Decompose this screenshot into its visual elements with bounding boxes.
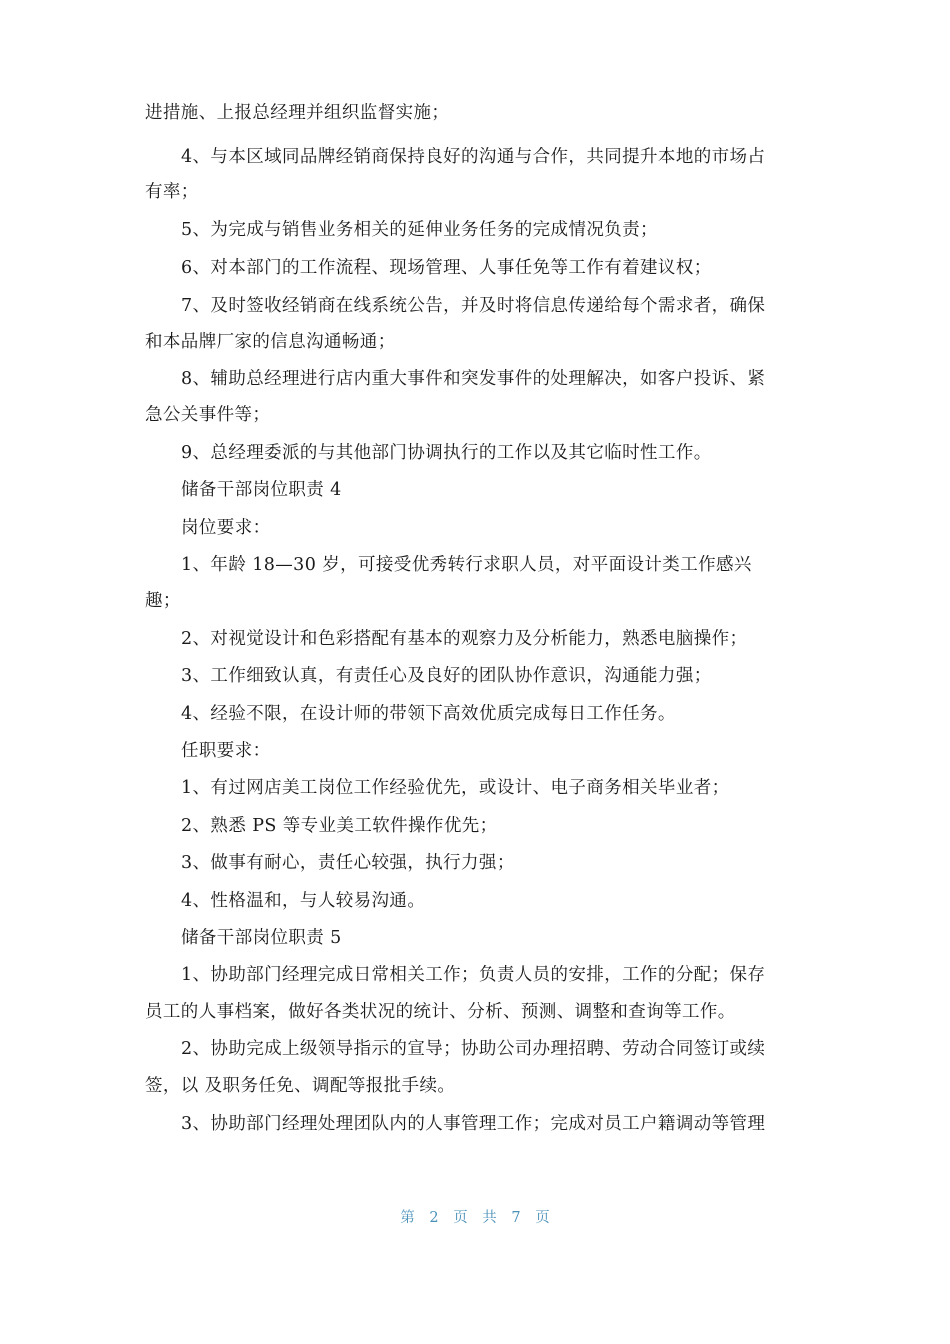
subsection-heading: 任职要求：: [181, 741, 271, 761]
paragraph-line: 1、有过网店美工岗位工作经验优先，或设计、电子商务相关毕业者；: [181, 778, 730, 798]
section-heading: 储备干部岗位职责 5: [181, 928, 342, 948]
paragraph-line: 急公关事件等；: [145, 405, 271, 425]
subsection-heading: 岗位要求：: [181, 518, 271, 538]
paragraph-line: 有率；: [145, 182, 199, 202]
paragraph-line: 4、与本区域同品牌经销商保持良好的沟通与合作，共同提升本地的市场占: [181, 147, 766, 167]
paragraph-line: 签，以 及职务任免、调配等报批手续。: [145, 1076, 456, 1096]
paragraph-line: 进措施、上报总经理并组织监督实施；: [145, 103, 450, 123]
paragraph-line: 2、协助完成上级领导指示的宣导；协助公司办理招聘、劳动合同签订或续: [181, 1039, 766, 1059]
paragraph-line: 7、及时签收经销商在线系统公告，并及时将信息传递给每个需求者，确保: [181, 296, 766, 316]
paragraph-line: 3、做事有耐心，责任心较强，执行力强；: [181, 853, 515, 873]
paragraph-line: 8、辅助总经理进行店内重大事件和突发事件的处理解决，如客户投诉、紧: [181, 369, 766, 389]
paragraph-line: 1、协助部门经理完成日常相关工作；负责人员的安排，工作的分配；保存: [181, 965, 766, 985]
paragraph-line: 趣；: [145, 591, 181, 611]
page-number-footer: 第 2 页 共 7 页: [400, 1210, 550, 1226]
paragraph-line: 6、对本部门的工作流程、现场管理、人事任免等工作有着建议权；: [181, 258, 712, 278]
paragraph-line: 2、对视觉设计和色彩搭配有基本的观察力及分析能力，熟悉电脑操作；: [181, 629, 748, 649]
paragraph-line: 2、熟悉 PS 等专业美工软件操作优先；: [181, 816, 498, 836]
paragraph-line: 4、经验不限，在设计师的带领下高效优质完成每日工作任务。: [181, 704, 676, 724]
paragraph-line: 3、工作细致认真，有责任心及良好的团队协作意识，沟通能力强；: [181, 666, 712, 686]
paragraph-line: 员工的人事档案，做好各类状况的统计、分析、预测、调整和查询等工作。: [145, 1002, 736, 1022]
paragraph-line: 和本品牌厂家的信息沟通畅通；: [145, 332, 396, 352]
paragraph-line: 3、协助部门经理处理团队内的人事管理工作；完成对员工户籍调动等管理: [181, 1114, 766, 1134]
paragraph-line: 1、年龄 18—30 岁，可接受优秀转行求职人员，对平面设计类工作感兴: [181, 555, 752, 575]
paragraph-line: 9、总经理委派的与其他部门协调执行的工作以及其它临时性工作。: [181, 443, 712, 463]
paragraph-line: 4、性格温和，与人较易沟通。: [181, 891, 426, 911]
section-heading: 储备干部岗位职责 4: [181, 480, 342, 500]
paragraph-line: 5、为完成与销售业务相关的延伸业务任务的完成情况负责；: [181, 220, 658, 240]
